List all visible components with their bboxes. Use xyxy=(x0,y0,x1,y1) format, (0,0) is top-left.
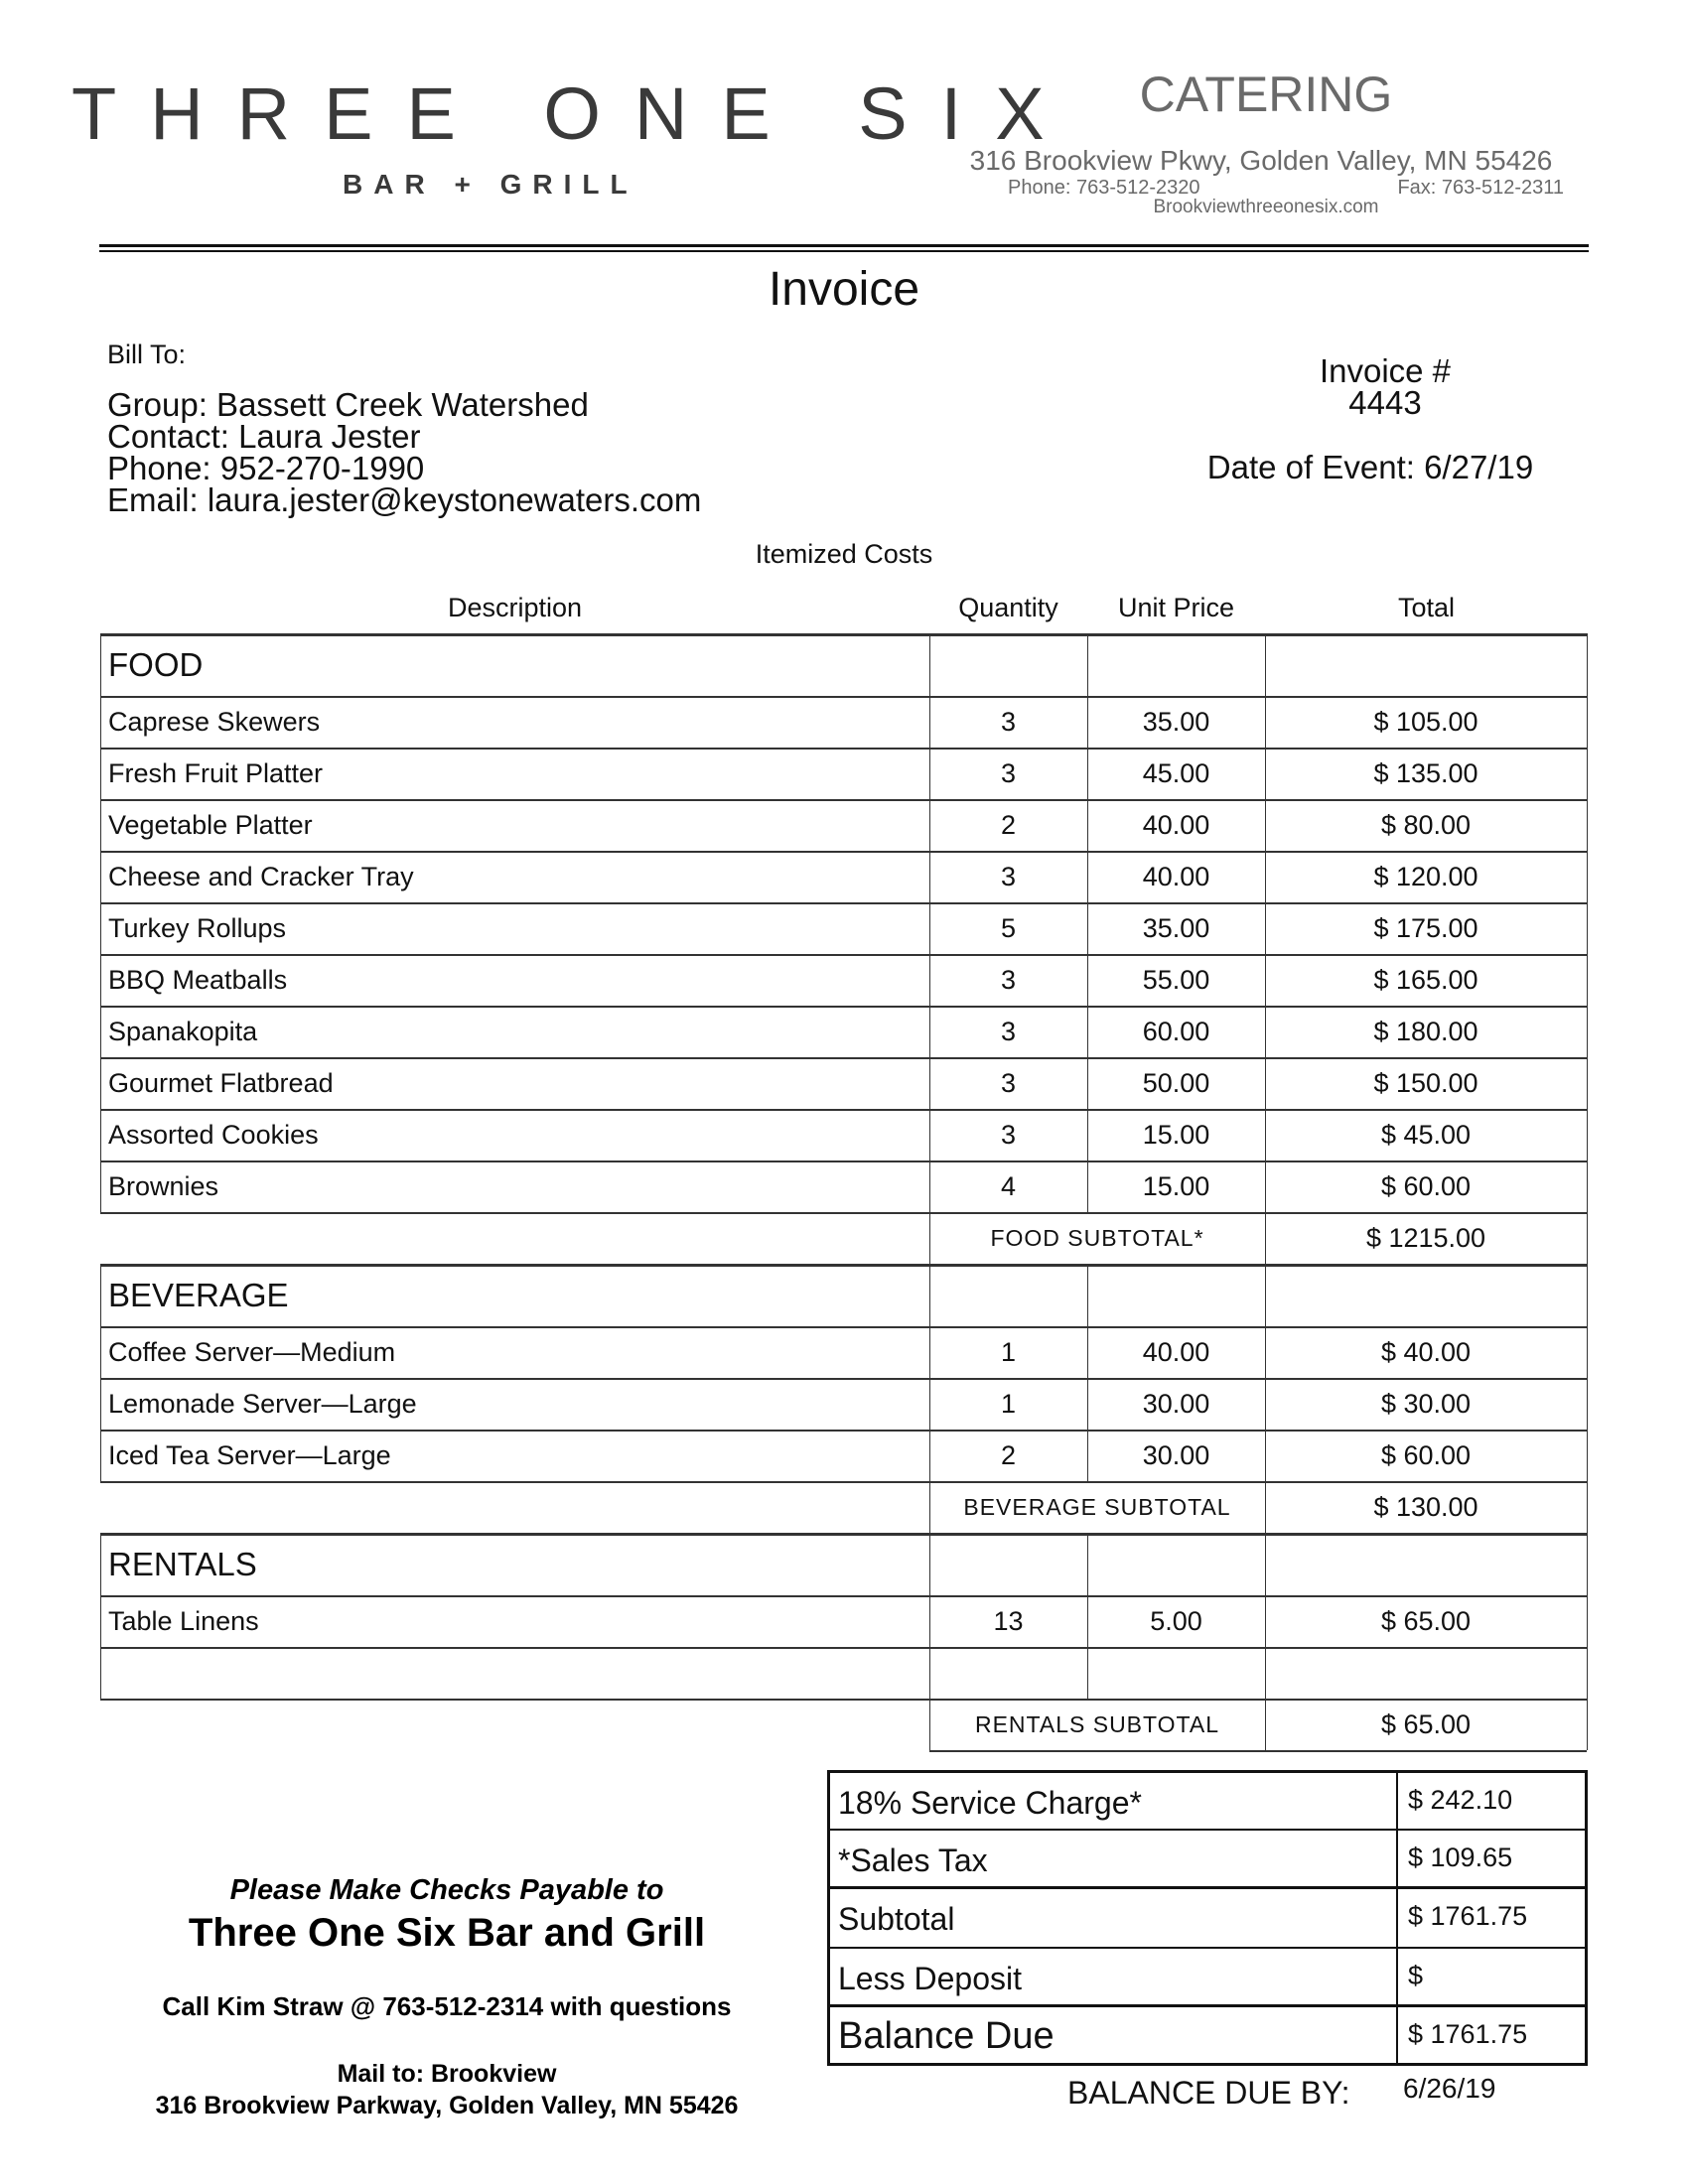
table-column-divider xyxy=(100,1533,101,1699)
summary-value: $ 1761.75 xyxy=(1408,2019,1528,2049)
item-quantity: 2 xyxy=(1000,1439,1017,1470)
item-quantity: 1 xyxy=(1000,1388,1017,1419)
item-description: BBQ Meatballs xyxy=(108,964,288,995)
logo-subtitle: BAR + GRILL xyxy=(343,169,638,200)
item-unit-price: 15.00 xyxy=(1142,1119,1210,1150)
item-total: $ 135.00 xyxy=(1373,757,1478,788)
item-unit-price: 5.00 xyxy=(1150,1605,1202,1636)
table-column-divider xyxy=(929,1481,930,1533)
summary-value: $ 109.65 xyxy=(1408,1843,1513,1872)
logo-wordmark: THREE ONE SIX xyxy=(71,72,1078,155)
mail-to-label: Mail to: Brookview xyxy=(337,2060,557,2088)
item-total: $ 60.00 xyxy=(1380,1170,1472,1201)
business-address: 316 Brookview Pkwy, Golden Valley, MN 55426 xyxy=(969,145,1553,176)
bill-to-group: Group: Bassett Creek Watershed xyxy=(107,386,589,423)
summary-row xyxy=(830,1831,1585,1889)
invoice-number-label: Invoice # xyxy=(1319,352,1452,389)
section-subtotal-label: BEVERAGE SUBTOTAL xyxy=(963,1493,1231,1520)
table-column-divider xyxy=(1587,633,1588,1212)
section-subtotal-value: $ 65.00 xyxy=(1380,1708,1472,1739)
item-description: Lemonade Server—Large xyxy=(108,1388,417,1419)
item-total: $ 40.00 xyxy=(1380,1336,1472,1367)
header-divider-secondary xyxy=(99,250,1589,252)
contact-questions: Call Kim Straw @ 763-512-2314 with questions xyxy=(162,1991,732,2021)
invoice-number: 4443 xyxy=(1348,384,1422,421)
item-description: Gourmet Flatbread xyxy=(108,1067,334,1098)
item-total: $ 45.00 xyxy=(1380,1119,1472,1150)
table-column-divider xyxy=(1265,633,1266,1212)
table-column-divider xyxy=(1265,1481,1266,1533)
item-quantity: 2 xyxy=(1000,809,1017,840)
item-total xyxy=(1265,1647,1587,1699)
page-title: Invoice xyxy=(768,263,920,316)
item-quantity xyxy=(929,1647,1087,1699)
item-unit-price: 45.00 xyxy=(1142,757,1210,788)
section-top-rule xyxy=(100,1264,1587,1267)
item-description: Vegetable Platter xyxy=(108,809,313,840)
balance-due-by-date: 6/26/19 xyxy=(1403,2073,1496,2104)
item-description: Assorted Cookies xyxy=(108,1119,319,1150)
item-quantity: 3 xyxy=(1000,757,1017,788)
bill-to-email: Email: laura.jester@keystonewaters.com xyxy=(107,481,702,518)
table-column-divider xyxy=(1087,1533,1088,1699)
item-total: $ 120.00 xyxy=(1373,861,1478,891)
table-column-divider xyxy=(1087,633,1088,1212)
item-unit-price: 40.00 xyxy=(1142,1336,1210,1367)
summary-label: 18% Service Charge* xyxy=(838,1785,1142,1821)
section-subtotal-label: FOOD SUBTOTAL* xyxy=(990,1224,1204,1251)
section-subtotal-label: RENTALS SUBTOTAL xyxy=(974,1710,1220,1737)
table-column-divider xyxy=(1587,1699,1588,1750)
section-top-rule xyxy=(100,1533,1587,1536)
table-column-divider xyxy=(1087,1264,1088,1481)
item-total: $ 60.00 xyxy=(1380,1439,1472,1470)
section-heading: FOOD xyxy=(108,645,204,683)
column-header-unit-price: Unit Price xyxy=(1117,593,1235,622)
section-heading: RENTALS xyxy=(108,1545,257,1582)
mail-to-address: 316 Brookview Parkway, Golden Valley, MN 55426 xyxy=(155,2092,739,2119)
bill-to-info xyxy=(107,386,702,518)
item-total: $ 30.00 xyxy=(1380,1388,1472,1419)
payee-name: Three One Six Bar and Grill xyxy=(188,1911,706,1955)
item-description: Table Linens xyxy=(108,1605,259,1636)
summary-row xyxy=(830,1889,1585,1949)
item-description: Spanakopita xyxy=(108,1016,258,1046)
item-unit-price: 50.00 xyxy=(1142,1067,1210,1098)
item-total: $ 80.00 xyxy=(1380,809,1472,840)
item-quantity: 4 xyxy=(1000,1170,1017,1201)
table-column-divider xyxy=(1587,1481,1588,1533)
item-description: Coffee Server—Medium xyxy=(108,1336,396,1367)
balance-due-by-label: BALANCE DUE BY: xyxy=(1067,2075,1350,2111)
summary-box xyxy=(827,1770,1588,2066)
item-total: $ 65.00 xyxy=(1380,1605,1472,1636)
item-unit-price: 30.00 xyxy=(1142,1439,1210,1470)
summary-label: *Sales Tax xyxy=(838,1843,988,1878)
bill-to-label: Bill To: xyxy=(107,340,187,369)
header-divider xyxy=(99,244,1589,247)
summary-column-divider xyxy=(1396,1773,1398,2063)
summary-value: $ xyxy=(1408,1961,1424,1990)
item-quantity: 1 xyxy=(1000,1336,1017,1367)
item-quantity: 3 xyxy=(1000,964,1017,995)
item-quantity: 3 xyxy=(1000,1016,1017,1046)
section-top-rule xyxy=(100,633,1587,636)
table-column-divider xyxy=(100,633,101,1212)
bill-to-contact: Contact: Laura Jester xyxy=(107,418,421,455)
item-description: Cheese and Cracker Tray xyxy=(108,861,414,891)
item-quantity: 5 xyxy=(1000,912,1017,943)
table-column-divider xyxy=(1265,1533,1266,1699)
table-column-divider xyxy=(1587,1533,1588,1699)
event-date: Date of Event: 6/27/19 xyxy=(1206,449,1534,485)
table-column-divider xyxy=(929,633,930,1212)
table-column-divider xyxy=(929,1533,930,1699)
business-website[interactable]: Brookviewthreeonesix.com xyxy=(1153,197,1379,217)
catering-heading: CATERING xyxy=(1139,67,1393,122)
checks-payable-line: Please Make Checks Payable to xyxy=(229,1874,664,1906)
item-quantity: 13 xyxy=(993,1605,1024,1636)
item-unit-price: 35.00 xyxy=(1142,706,1210,737)
item-total: $ 175.00 xyxy=(1373,912,1478,943)
item-unit-price xyxy=(1087,1647,1265,1699)
item-unit-price: 35.00 xyxy=(1142,912,1210,943)
item-description: Fresh Fruit Platter xyxy=(108,757,324,788)
summary-label: Less Deposit xyxy=(838,1961,1022,1996)
item-quantity: 3 xyxy=(1000,706,1017,737)
item-unit-price: 60.00 xyxy=(1142,1016,1210,1046)
invoice-number-block xyxy=(1241,352,1529,421)
item-description: Brownies xyxy=(108,1170,219,1201)
table-column-divider xyxy=(1587,1212,1588,1264)
item-quantity: 3 xyxy=(1000,1067,1017,1098)
table-column-divider xyxy=(1587,1264,1588,1481)
column-header-quantity: Quantity xyxy=(958,593,1058,622)
section-heading: BEVERAGE xyxy=(108,1276,289,1313)
itemized-costs-caption: Itemized Costs xyxy=(755,539,933,569)
column-header-total: Total xyxy=(1397,593,1456,622)
item-description: Turkey Rollups xyxy=(108,912,287,943)
item-description: Iced Tea Server—Large xyxy=(108,1439,391,1470)
item-unit-price: 55.00 xyxy=(1142,964,1210,995)
table-column-divider xyxy=(929,1699,930,1750)
item-unit-price: 15.00 xyxy=(1142,1170,1210,1201)
summary-row xyxy=(830,1949,1585,2007)
column-header-description: Description xyxy=(447,593,583,622)
summary-label: Balance Due xyxy=(838,2015,1055,2057)
summary-value: $ 242.10 xyxy=(1408,1785,1513,1815)
table-column-divider xyxy=(1265,1699,1266,1750)
table-column-divider xyxy=(1265,1212,1266,1264)
item-unit-price: 30.00 xyxy=(1142,1388,1210,1419)
subtotal-bottom-rule xyxy=(929,1750,1587,1752)
summary-value: $ 1761.75 xyxy=(1408,1901,1528,1931)
item-total: $ 180.00 xyxy=(1373,1016,1478,1046)
item-total: $ 165.00 xyxy=(1373,964,1478,995)
section-subtotal-value: $ 130.00 xyxy=(1373,1491,1478,1522)
table-column-divider xyxy=(1265,1264,1266,1481)
table-column-divider xyxy=(929,1264,930,1481)
section-subtotal-value: $ 1215.00 xyxy=(1365,1222,1486,1253)
summary-row xyxy=(830,2007,1585,2063)
table-column-divider xyxy=(100,1264,101,1481)
summary-label: Subtotal xyxy=(838,1901,955,1937)
business-phone: Phone: 763-512-2320 xyxy=(1008,177,1200,199)
item-total: $ 150.00 xyxy=(1373,1067,1478,1098)
table-column-divider xyxy=(929,1212,930,1264)
item-total: $ 105.00 xyxy=(1373,706,1478,737)
bill-to-phone: Phone: 952-270-1990 xyxy=(107,450,425,486)
item-quantity: 3 xyxy=(1000,861,1017,891)
item-description: Caprese Skewers xyxy=(108,706,321,737)
item-unit-price: 40.00 xyxy=(1142,809,1210,840)
summary-row xyxy=(830,1773,1585,1831)
business-fax: Fax: 763-512-2311 xyxy=(1397,177,1564,199)
item-unit-price: 40.00 xyxy=(1142,861,1210,891)
item-quantity: 3 xyxy=(1000,1119,1017,1150)
